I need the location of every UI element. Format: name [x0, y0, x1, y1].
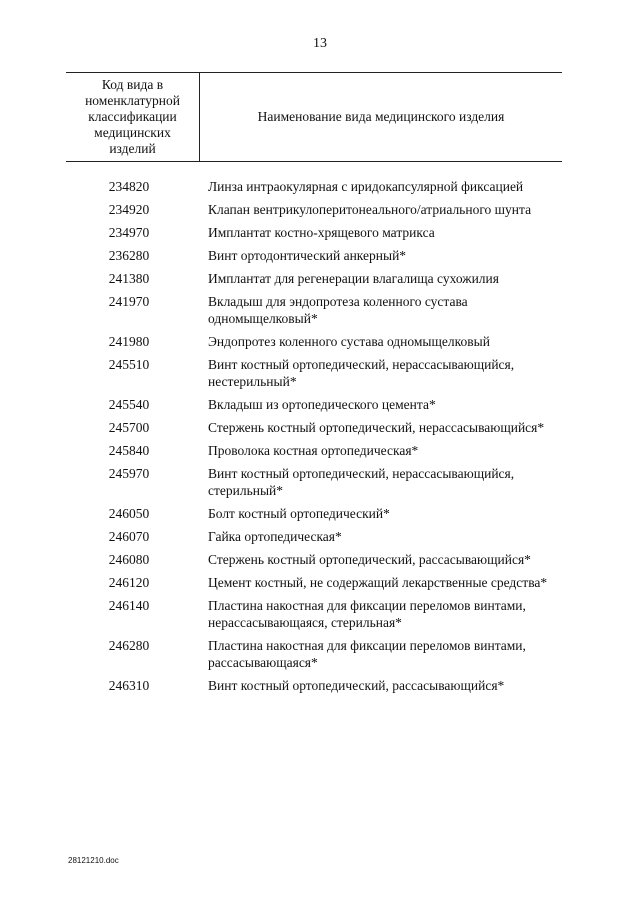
table-row: [66, 270, 562, 287]
table-row: [66, 333, 562, 350]
header-code-column: Код вида в номенклатурной классификации медицинских изделий: [66, 73, 200, 161]
table-header: [66, 72, 562, 162]
table-row: [66, 247, 562, 264]
row-name: Проволока костная ортопедическая*: [208, 443, 419, 458]
row-code: 246140: [108, 598, 150, 613]
table-row: [66, 178, 562, 195]
row-code: 246050: [108, 506, 150, 521]
row-code: 241380: [108, 271, 150, 286]
row-code: 234820: [108, 179, 150, 194]
table-row: [66, 419, 562, 436]
table-row: [66, 528, 562, 545]
row-name: Имплантат костно-хрящевого матрикса: [208, 225, 435, 240]
row-code: 246120: [108, 575, 150, 590]
row-code: 246070: [108, 529, 150, 544]
row-code: 246080: [108, 552, 150, 567]
table-row: [66, 356, 562, 390]
row-name: Цемент костный, не содержащий лекарственные средства*: [208, 575, 548, 590]
row-name: Стержень костный ортопедический, рассасывающийся*: [208, 552, 531, 567]
table-row: [66, 574, 562, 591]
row-name: Линза интраокулярная с иридокапсулярной фиксацией: [208, 179, 524, 194]
table-row: [66, 465, 562, 499]
table-row: [66, 442, 562, 459]
row-name: Пластина накостная для фиксации переломов винтами, рассасывающаяся*: [208, 638, 526, 670]
row-name: Винт ортодонтический анкерный*: [208, 248, 407, 263]
table-row: [66, 293, 562, 327]
row-name: Вкладыш для эндопротеза коленного сустава одномыщелковый*: [208, 294, 468, 326]
row-code: 246280: [108, 638, 150, 653]
row-name: Гайка ортопедическая*: [208, 529, 342, 544]
table-row: [66, 597, 562, 631]
row-name: Стержень костный ортопедический, нерассасывающийся*: [208, 420, 545, 435]
row-name: Имплантат для регенерации влагалища сухожилия: [208, 271, 499, 286]
row-code: 241980: [108, 334, 150, 349]
row-code: 245540: [108, 397, 150, 412]
row-code: 245970: [108, 466, 150, 481]
row-name: Винт костный ортопедический, нерассасывающийся, стерильный*: [208, 466, 515, 498]
table-row: [66, 677, 562, 694]
row-name: Вкладыш из ортопедического цемента*: [208, 397, 436, 412]
table-row: [66, 637, 562, 671]
row-code: 245840: [108, 443, 150, 458]
table-row: [66, 551, 562, 568]
table-row: [66, 396, 562, 413]
table-row: [66, 224, 562, 241]
row-name: Винт костный ортопедический, рассасывающийся*: [208, 678, 505, 693]
row-code: 245700: [108, 420, 150, 435]
row-name: Пластина накостная для фиксации переломов винтами, нерассасывающаяся, стерильная*: [208, 598, 526, 630]
row-code: 234970: [108, 225, 150, 240]
row-name: Эндопротез коленного сустава одномыщелковый: [208, 334, 490, 349]
row-name: Клапан вентрикулоперитонеального/атриального шунта: [208, 202, 532, 217]
table-row: [66, 201, 562, 218]
row-code: 246310: [108, 678, 150, 693]
document-id: 28121210.doc: [68, 856, 119, 865]
table-body: [66, 178, 562, 700]
row-code: 234920: [108, 202, 150, 217]
row-name: Болт костный ортопедический*: [208, 506, 390, 521]
header-name-column: Наименование вида медицинского изделия: [257, 109, 505, 124]
row-code: 236280: [108, 248, 150, 263]
row-name: Винт костный ортопедический, нерассасывающийся, нестерильный*: [208, 357, 515, 389]
row-code: 245510: [108, 357, 150, 372]
page-number: 13: [313, 36, 327, 51]
table-row: [66, 505, 562, 522]
row-code: 241970: [108, 294, 150, 309]
